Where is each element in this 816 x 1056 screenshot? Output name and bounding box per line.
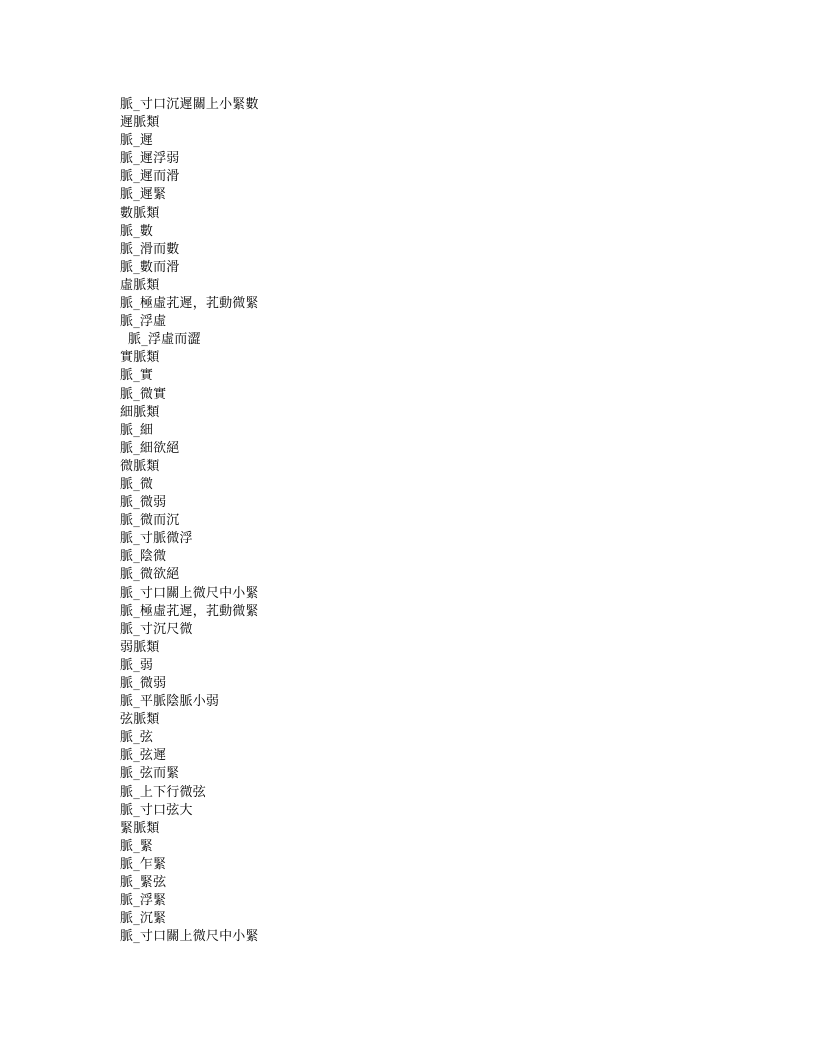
- text-line: 脈_細欲絕: [120, 440, 180, 456]
- text-line: 脈_數: [120, 223, 154, 239]
- text-block: [120, 96, 720, 946]
- text-line: 脈_遲: [120, 133, 154, 149]
- text-line: 脈_微而沉: [120, 513, 180, 529]
- category-heading: 細脈類: [120, 404, 160, 420]
- text-line: 脈_遲浮弱: [120, 151, 180, 167]
- text-line: 脈_數而滑: [120, 259, 180, 275]
- category-heading: 弦脈類: [120, 712, 160, 728]
- text-line: 脈_寸沉尺微: [120, 621, 193, 637]
- text-line: 脈_弦遲: [120, 748, 167, 764]
- text-line: 脈_弦: [120, 730, 154, 746]
- text-line: 脈_遲而滑: [120, 169, 180, 185]
- text-line: 脈_浮緊: [120, 893, 167, 909]
- text-line: 脈_沉緊: [120, 911, 167, 927]
- text-line: 脈_弦而緊: [120, 766, 180, 782]
- text-line: 脈_微: [120, 476, 154, 492]
- text-line: 脈_乍緊: [120, 856, 167, 872]
- text-line: 脈_寸口沉遲關上小緊數: [120, 97, 259, 112]
- category-heading: 緊脈類: [120, 820, 160, 836]
- text-line: 脈_浮虛: [120, 314, 167, 330]
- text-line: 脈_遲緊: [120, 187, 167, 203]
- text-line: 脈_極虛芤遲，芤動微緊: [120, 296, 259, 312]
- text-line: 脈_寸脈微浮: [120, 531, 193, 547]
- text-line: 脈_平脈陰脈小弱: [120, 694, 220, 710]
- text-line: 脈_緊弦: [120, 875, 167, 891]
- category-heading: 弱脈類: [120, 639, 160, 655]
- text-line: 脈_微欲絕: [120, 567, 180, 583]
- text-line: 脈_微實: [120, 386, 167, 402]
- category-heading: 微脈類: [120, 458, 160, 474]
- text-line: 脈_上下行微弦: [120, 784, 206, 800]
- text-line: 脈_弱: [120, 657, 154, 673]
- text-line: 脈_滑而數: [120, 241, 180, 257]
- text-line: 脈_寸口關上微尺中小緊: [120, 929, 259, 945]
- text-line: 脈_緊: [120, 838, 154, 854]
- category-heading: 數脈類: [120, 205, 160, 221]
- category-heading: 實脈類: [120, 350, 160, 366]
- category-heading: 虛脈類: [120, 277, 160, 293]
- text-line: 脈_微弱: [120, 495, 167, 511]
- category-heading: 遲脈類: [120, 115, 160, 131]
- text-line: 脈_微弱: [120, 676, 167, 691]
- text-line: 脈_極虛芤遲，芤動微緊: [120, 603, 259, 619]
- text-line: 脈_浮虛而澀: [128, 332, 201, 348]
- text-line: 脈_實: [120, 368, 154, 384]
- text-line: 脈_細: [120, 422, 154, 438]
- text-line: 脈_寸口關上微尺中小緊: [120, 585, 259, 601]
- text-line: 脈_寸口弦大: [120, 802, 193, 818]
- text-line: 脈_陰微: [120, 549, 167, 565]
